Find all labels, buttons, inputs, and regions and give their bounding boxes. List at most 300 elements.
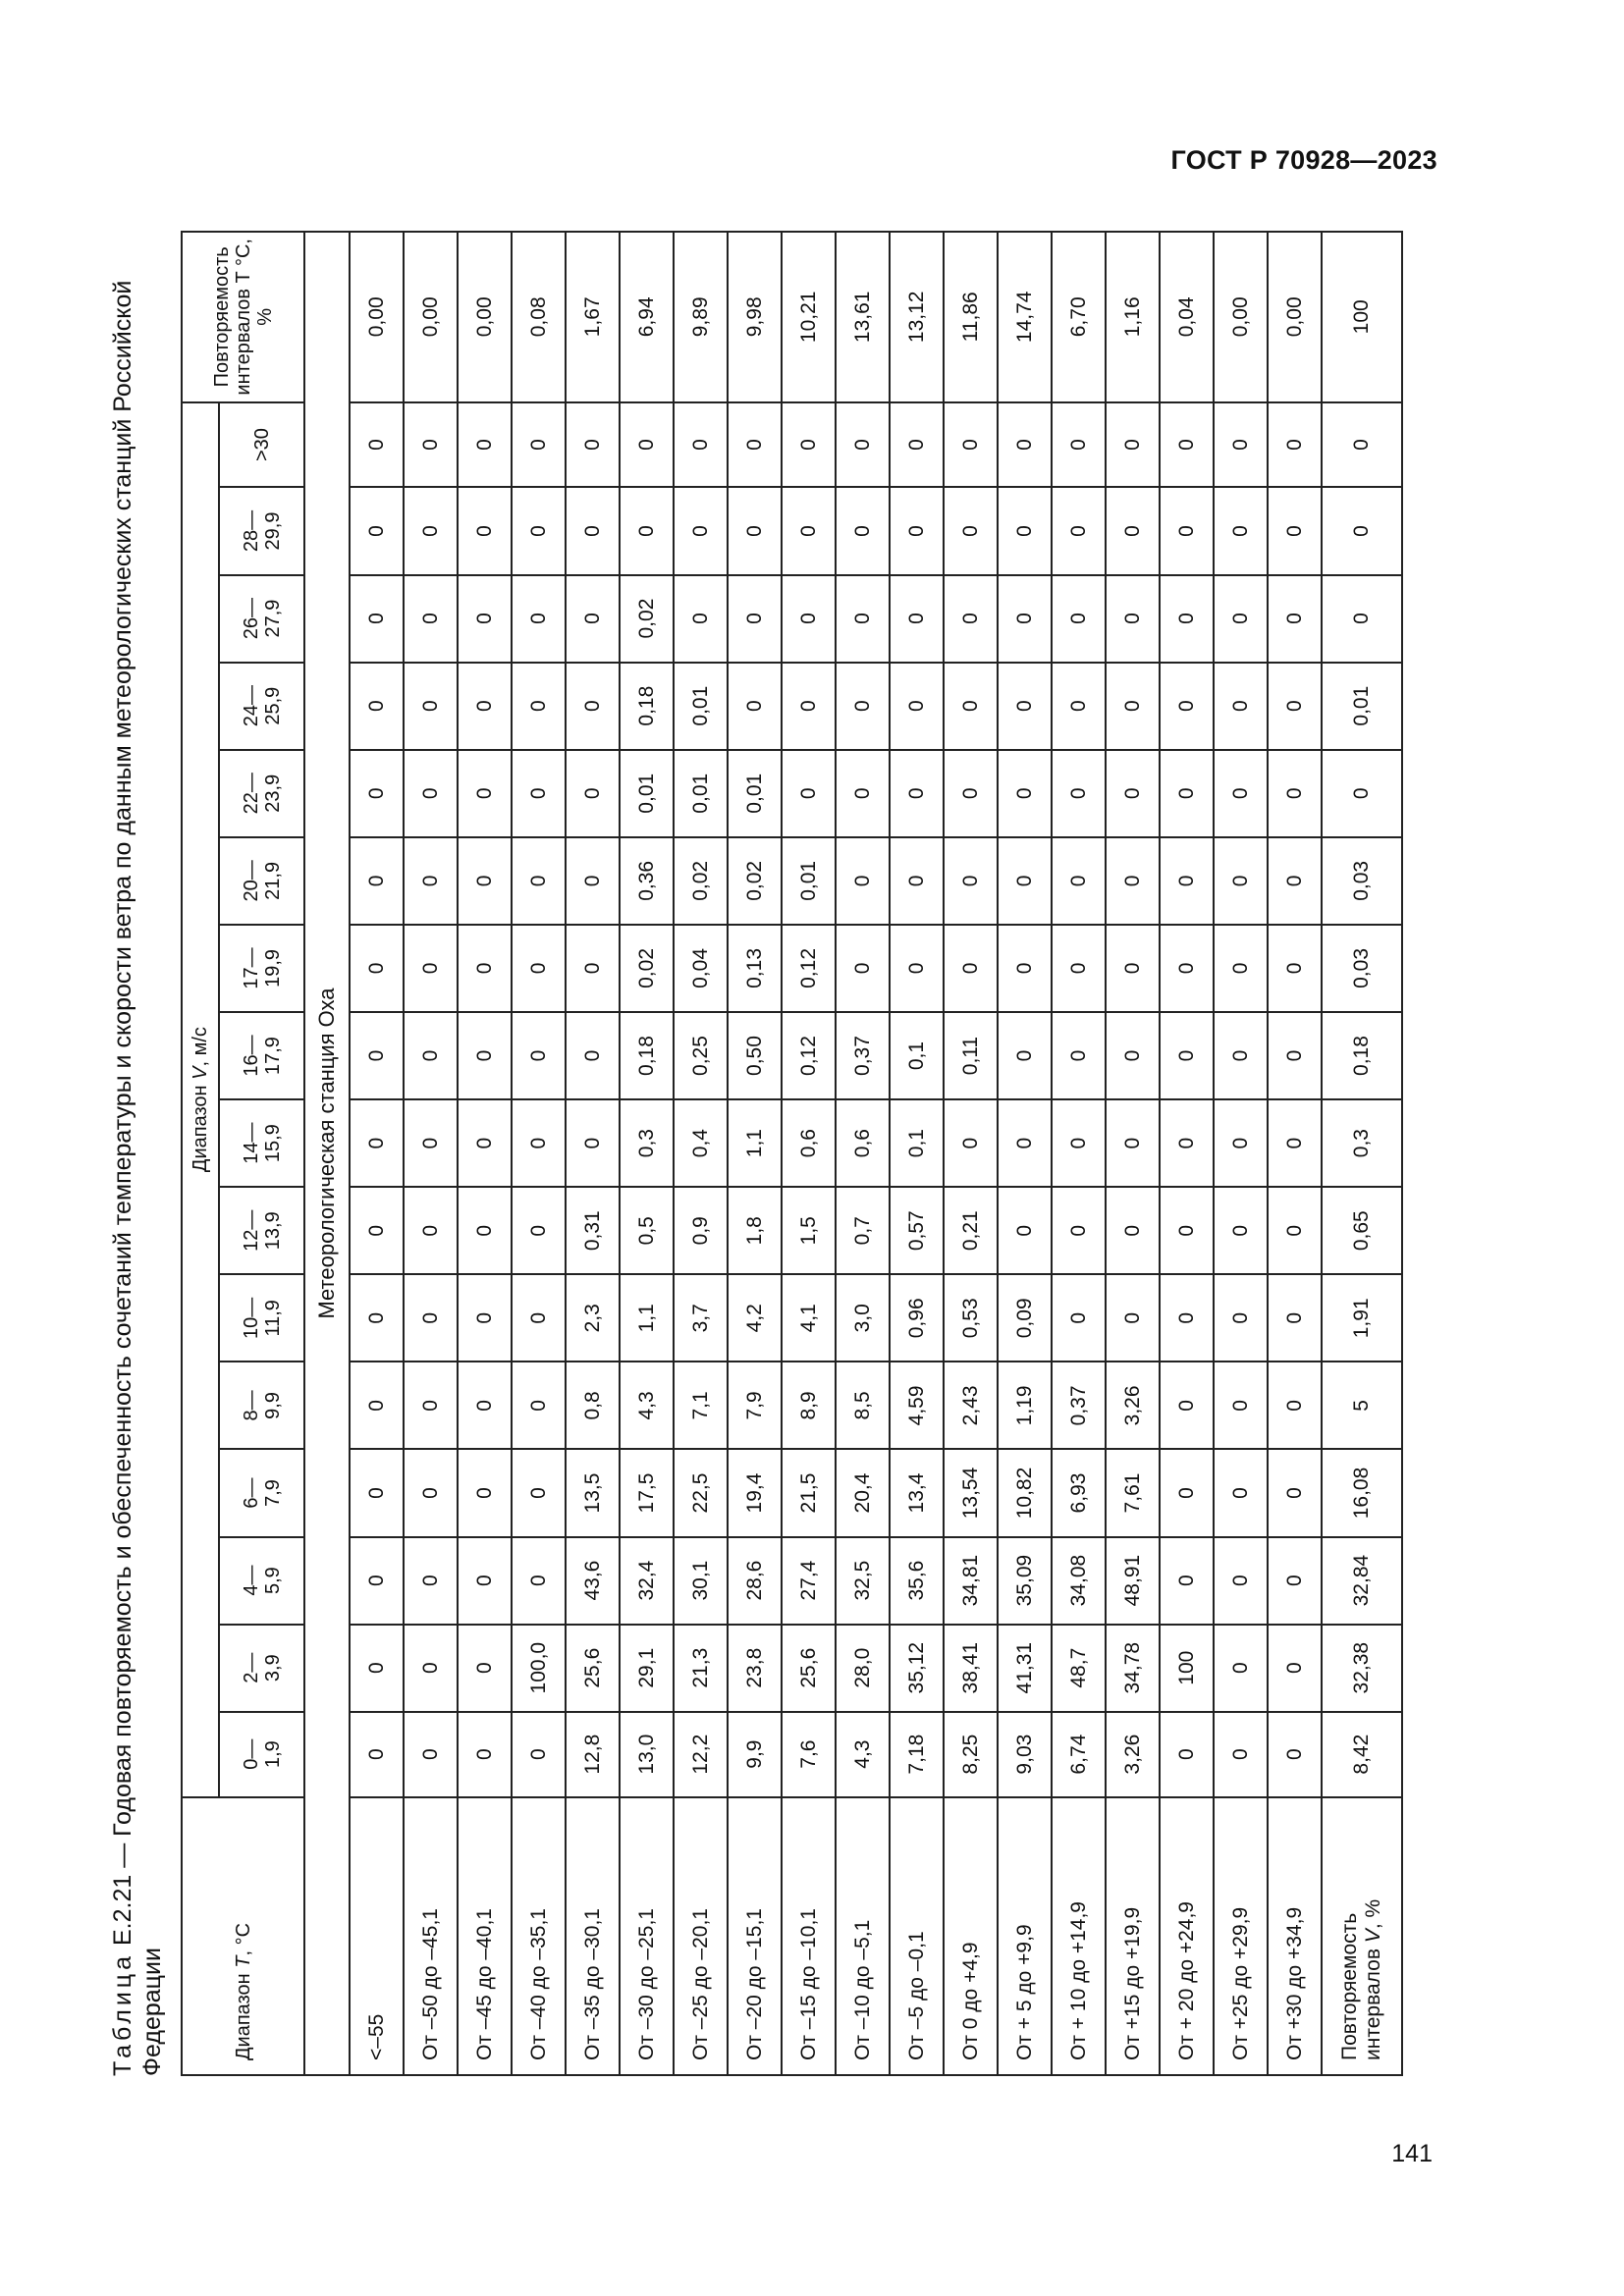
value-cell: 0 (1160, 1449, 1214, 1536)
value-cell: 0 (404, 575, 458, 663)
value-cell: 34,81 (944, 1537, 998, 1625)
value-cell: 0 (1268, 1187, 1322, 1274)
rotated-table-block (108, 231, 1404, 2076)
temperature-range-cell: От –10 до –5,1 (836, 1797, 890, 2075)
value-cell: 0 (350, 1712, 404, 1797)
value-cell: 13,5 (566, 1449, 620, 1536)
value-cell: 43,6 (566, 1537, 620, 1625)
wind-range-label: 0— 1,9 (240, 1738, 284, 1770)
value-cell: 0 (1052, 1099, 1106, 1187)
total-value-cell: 0,03 (1322, 925, 1402, 1012)
value-cell: 28,6 (728, 1537, 782, 1625)
value-cell: 7,6 (782, 1712, 836, 1797)
value-cell: 0,02 (674, 837, 728, 925)
value-cell: 29,1 (620, 1625, 674, 1712)
value-cell: 38,41 (944, 1625, 998, 1712)
value-cell: 0 (1160, 1712, 1214, 1797)
value-cell: 0 (566, 402, 620, 488)
value-cell: 0 (1268, 1712, 1322, 1797)
wind-range-header (219, 1274, 304, 1362)
value-cell: 0 (836, 487, 890, 574)
value-cell: 1,8 (728, 1187, 782, 1274)
value-cell: 0 (1268, 1449, 1322, 1536)
value-cell: 4,1 (782, 1274, 836, 1362)
value-cell: 0 (404, 1625, 458, 1712)
total-value-cell: 0,18 (1322, 1012, 1402, 1099)
value-cell: 0 (404, 1187, 458, 1274)
value-cell: 0 (404, 1274, 458, 1362)
value-cell: 7,18 (890, 1712, 944, 1797)
repeatability-cell: 0,00 (458, 232, 512, 402)
value-cell: 0 (1214, 1012, 1268, 1099)
value-cell: 6,93 (1052, 1449, 1106, 1536)
value-cell: 0 (1268, 663, 1322, 750)
value-cell: 0 (1214, 402, 1268, 488)
value-cell: 0 (1268, 1537, 1322, 1625)
table-row (674, 232, 728, 2075)
wind-range-header (219, 1187, 304, 1274)
header-wind-var: V (189, 1066, 211, 1080)
value-cell: 0 (1214, 1274, 1268, 1362)
value-cell: 10,82 (998, 1449, 1052, 1536)
header-wind-range (182, 402, 219, 1797)
value-cell: 0 (1214, 1712, 1268, 1797)
value-cell: 0 (728, 487, 782, 574)
value-cell: 0,25 (674, 1012, 728, 1099)
table-row (1268, 232, 1322, 2075)
value-cell: 0 (350, 663, 404, 750)
value-cell: 0 (1160, 1362, 1214, 1449)
value-cell: 0,7 (836, 1187, 890, 1274)
value-cell: 0 (512, 1187, 566, 1274)
value-cell: 0 (1106, 402, 1160, 488)
wind-range-header (219, 1362, 304, 1449)
value-cell: 0 (836, 663, 890, 750)
value-cell: 0 (1052, 925, 1106, 1012)
value-cell: 0 (350, 750, 404, 837)
value-cell: 0 (458, 1012, 512, 1099)
caption-text: — Годовая повторяемость и обеспеченность сочетаний температуры и скорости ветра по данным метеорологических станций Российской Федерации (109, 280, 166, 2076)
value-cell: 0,5 (620, 1187, 674, 1274)
value-cell: 0 (1052, 1274, 1106, 1362)
value-cell: 0 (1268, 487, 1322, 574)
wind-range-label: 22— 23,9 (240, 773, 284, 815)
value-cell: 1,1 (620, 1274, 674, 1362)
value-cell: 0 (890, 750, 944, 837)
value-cell: 100 (1160, 1625, 1214, 1712)
value-cell: 4,59 (890, 1362, 944, 1449)
value-cell: 0 (944, 750, 998, 837)
temperature-range-cell: <–55 (350, 1797, 404, 2075)
value-cell: 0 (404, 1012, 458, 1099)
value-cell: 35,12 (890, 1625, 944, 1712)
header-wind-suffix: , м/с (189, 1027, 211, 1067)
station-row (304, 232, 350, 2075)
value-cell: 0 (404, 402, 458, 488)
wind-range-header (219, 663, 304, 750)
value-cell: 0 (566, 837, 620, 925)
value-cell: 0 (782, 402, 836, 488)
value-cell: 0,18 (620, 663, 674, 750)
value-cell: 0 (782, 575, 836, 663)
value-cell: 0 (1268, 925, 1322, 1012)
value-cell: 0 (1214, 1187, 1268, 1274)
wind-range-label: 16— 17,9 (240, 1035, 284, 1077)
value-cell: 0 (566, 925, 620, 1012)
value-cell: 0 (1106, 1012, 1160, 1099)
repeatability-cell: 0,04 (1160, 232, 1214, 402)
value-cell: 0 (458, 663, 512, 750)
total-label-cell (1322, 1797, 1402, 2075)
value-cell: 0 (404, 1537, 458, 1625)
value-cell: 0 (458, 1187, 512, 1274)
value-cell: 0 (1214, 487, 1268, 574)
value-cell: 13,0 (620, 1712, 674, 1797)
value-cell: 0 (458, 1537, 512, 1625)
value-cell: 0 (944, 837, 998, 925)
value-cell: 0 (512, 750, 566, 837)
repeatability-cell: 9,89 (674, 232, 728, 402)
value-cell: 0 (1106, 575, 1160, 663)
value-cell: 0 (1214, 663, 1268, 750)
value-cell: 0 (1160, 925, 1214, 1012)
value-cell: 0 (404, 1099, 458, 1187)
value-cell: 0 (1160, 1187, 1214, 1274)
value-cell: 0 (620, 487, 674, 574)
table-row (1214, 232, 1268, 2075)
wind-range-label: 24— 25,9 (240, 685, 284, 727)
value-cell: 0,36 (620, 837, 674, 925)
value-cell: 0 (458, 1362, 512, 1449)
total-value-cell: 0 (1322, 750, 1402, 837)
value-cell: 0,1 (890, 1012, 944, 1099)
value-cell: 0 (458, 750, 512, 837)
repeatability-cell: 6,94 (620, 232, 674, 402)
value-cell: 23,8 (728, 1625, 782, 1712)
value-cell: 0 (458, 402, 512, 488)
table-row (458, 232, 512, 2075)
value-cell: 0 (458, 1274, 512, 1362)
table-row (1160, 232, 1214, 2075)
value-cell: 21,5 (782, 1449, 836, 1536)
value-cell: 0 (566, 575, 620, 663)
total-label-prefix: Повторяемость интервалов (1338, 1912, 1384, 2060)
value-cell: 0,01 (728, 750, 782, 837)
table-row (1052, 232, 1106, 2075)
header-temp-prefix: Диапазон (232, 1967, 254, 2060)
value-cell: 0 (1052, 1187, 1106, 1274)
value-cell: 0,3 (620, 1099, 674, 1187)
wind-range-label: 2— 3,9 (240, 1652, 284, 1683)
caption-number: Е.2.21 (109, 1874, 136, 1947)
total-value-cell: 0 (1322, 575, 1402, 663)
table-row (998, 232, 1052, 2075)
value-cell: 0 (350, 925, 404, 1012)
value-cell: 0 (458, 925, 512, 1012)
value-cell: 0 (728, 575, 782, 663)
value-cell: 0 (458, 837, 512, 925)
value-cell: 20,4 (836, 1449, 890, 1536)
total-value-cell: 5 (1322, 1362, 1402, 1449)
value-cell: 0 (728, 663, 782, 750)
value-cell: 0 (836, 575, 890, 663)
value-cell: 0,01 (782, 837, 836, 925)
value-cell: 100,0 (512, 1625, 566, 1712)
temperature-range-cell: От –50 до –45,1 (404, 1797, 458, 2075)
value-cell: 7,9 (728, 1362, 782, 1449)
value-cell: 0 (512, 575, 566, 663)
value-cell: 0 (512, 925, 566, 1012)
value-cell: 0,12 (782, 1012, 836, 1099)
value-cell: 19,4 (728, 1449, 782, 1536)
table-row (566, 232, 620, 2075)
value-cell: 0,57 (890, 1187, 944, 1274)
wind-range-header (219, 750, 304, 837)
value-cell: 0 (1052, 575, 1106, 663)
wind-range-header (219, 487, 304, 574)
value-cell: 0 (944, 925, 998, 1012)
value-cell: 0 (998, 487, 1052, 574)
value-cell: 0 (1106, 487, 1160, 574)
value-cell: 0 (458, 1099, 512, 1187)
table-row (620, 232, 674, 2075)
wind-range-label: 12— 13,9 (240, 1209, 284, 1252)
value-cell: 7,1 (674, 1362, 728, 1449)
value-cell: 0 (998, 1012, 1052, 1099)
value-cell: 0 (674, 487, 728, 574)
value-cell: 0 (566, 663, 620, 750)
value-cell: 0 (1160, 1274, 1214, 1362)
value-cell: 0 (1268, 575, 1322, 663)
value-cell: 0 (1106, 1274, 1160, 1362)
temperature-range-cell: От –40 до –35,1 (512, 1797, 566, 2075)
value-cell: 0,4 (674, 1099, 728, 1187)
value-cell: 4,3 (836, 1712, 890, 1797)
value-cell: 0 (782, 750, 836, 837)
total-label-var: V (1362, 1929, 1384, 1944)
wind-range-label: 17— 19,9 (240, 947, 284, 989)
value-cell: 0 (1214, 1537, 1268, 1625)
value-cell: 0 (1052, 837, 1106, 925)
value-cell: 30,1 (674, 1537, 728, 1625)
total-value-cell: 32,38 (1322, 1625, 1402, 1712)
value-cell: 1,19 (998, 1362, 1052, 1449)
value-cell: 0 (1052, 750, 1106, 837)
temperature-range-cell: От –35 до –30,1 (566, 1797, 620, 2075)
table-row (836, 232, 890, 2075)
value-cell: 0,02 (620, 925, 674, 1012)
value-cell: 0 (890, 487, 944, 574)
value-cell: 0 (1106, 663, 1160, 750)
total-value-cell: 0 (1322, 402, 1402, 488)
page-number: 141 (1391, 2140, 1433, 2167)
value-cell: 0 (1106, 1099, 1160, 1187)
value-cell: 12,2 (674, 1712, 728, 1797)
wind-range-header (219, 1012, 304, 1099)
value-cell: 0 (1160, 750, 1214, 837)
value-cell: 0 (1268, 1625, 1322, 1712)
repeatability-cell: 14,74 (998, 232, 1052, 402)
value-cell: 0 (1268, 1274, 1322, 1362)
value-cell: 3,26 (1106, 1362, 1160, 1449)
total-value-cell: 32,84 (1322, 1537, 1402, 1625)
value-cell: 0,01 (620, 750, 674, 837)
value-cell: 8,25 (944, 1712, 998, 1797)
value-cell: 0 (782, 487, 836, 574)
value-cell: 0 (1214, 1099, 1268, 1187)
value-cell: 0 (1268, 837, 1322, 925)
value-cell: 0 (404, 837, 458, 925)
header-wind-prefix: Диапазон (189, 1079, 211, 1173)
value-cell: 25,6 (782, 1625, 836, 1712)
value-cell: 0,8 (566, 1362, 620, 1449)
value-cell: 0 (836, 925, 890, 1012)
value-cell: 13,4 (890, 1449, 944, 1536)
wind-range-label: >30 (250, 428, 273, 461)
value-cell: 0 (350, 487, 404, 574)
value-cell: 0 (890, 402, 944, 488)
temperature-range-cell: От –15 до –10,1 (782, 1797, 836, 2075)
header-row (182, 232, 219, 2075)
total-value-cell: 0 (1322, 487, 1402, 574)
document-code: ГОСТ Р 70928—2023 (1170, 145, 1437, 175)
value-cell: 0 (836, 837, 890, 925)
value-cell: 0 (1268, 402, 1322, 488)
repeatability-cell: 13,12 (890, 232, 944, 402)
value-cell: 0 (512, 402, 566, 488)
value-cell: 0,01 (674, 750, 728, 837)
repeatability-cell: 0,00 (350, 232, 404, 402)
value-cell: 9,9 (728, 1712, 782, 1797)
total-repeatability-cell: 100 (1322, 232, 1402, 402)
header-temperature-range (182, 1797, 304, 2075)
repeatability-cell: 0,00 (1268, 232, 1322, 402)
value-cell: 0 (890, 925, 944, 1012)
temperature-range-cell: От –25 до –20,1 (674, 1797, 728, 2075)
value-cell: 0 (944, 663, 998, 750)
value-cell: 0 (1214, 1362, 1268, 1449)
total-value-cell: 0,3 (1322, 1099, 1402, 1187)
wind-range-header (219, 1625, 304, 1712)
data-table (181, 231, 1403, 2076)
temperature-range-cell: От –5 до –0,1 (890, 1797, 944, 2075)
caption-label: Таблица (109, 1951, 136, 2076)
value-cell: 27,4 (782, 1537, 836, 1625)
value-cell: 0,02 (728, 837, 782, 925)
value-cell: 0,37 (836, 1012, 890, 1099)
value-cell: 0,31 (566, 1187, 620, 1274)
repeatability-cell: 11,86 (944, 232, 998, 402)
value-cell: 0 (1160, 1099, 1214, 1187)
value-cell: 0 (1214, 837, 1268, 925)
value-cell: 3,0 (836, 1274, 890, 1362)
value-cell: 0 (890, 663, 944, 750)
value-cell: 0 (512, 663, 566, 750)
value-cell: 0 (1268, 1099, 1322, 1187)
value-cell: 28,0 (836, 1625, 890, 1712)
value-cell: 3,26 (1106, 1712, 1160, 1797)
value-cell: 0 (998, 750, 1052, 837)
value-cell: 6,74 (1052, 1712, 1106, 1797)
temperature-range-cell: От +25 до +29,9 (1214, 1797, 1268, 2075)
value-cell: 0 (1106, 925, 1160, 1012)
value-cell: 34,08 (1052, 1537, 1106, 1625)
repeatability-cell: 10,21 (782, 232, 836, 402)
value-cell: 13,54 (944, 1449, 998, 1536)
value-cell: 0 (566, 1012, 620, 1099)
value-cell: 0 (944, 487, 998, 574)
temperature-range-cell: От –20 до –15,1 (728, 1797, 782, 2075)
value-cell: 0,21 (944, 1187, 998, 1274)
value-cell: 0,1 (890, 1099, 944, 1187)
total-label-suffix: , % (1362, 1898, 1384, 1930)
value-cell: 0 (782, 663, 836, 750)
table-caption (108, 231, 167, 2076)
value-cell: 0 (404, 663, 458, 750)
total-value-cell: 16,08 (1322, 1449, 1402, 1536)
station-name: Метеорологическая станция Оха (304, 232, 350, 2075)
value-cell: 0 (1052, 402, 1106, 488)
value-cell: 0 (944, 1099, 998, 1187)
table-row (782, 232, 836, 2075)
value-cell: 0 (350, 1362, 404, 1449)
value-cell: 34,78 (1106, 1625, 1160, 1712)
value-cell: 0 (1106, 750, 1160, 837)
value-cell: 0,6 (782, 1099, 836, 1187)
wind-range-header (219, 837, 304, 925)
value-cell: 0,53 (944, 1274, 998, 1362)
wind-range-header (219, 1449, 304, 1536)
value-cell: 0 (350, 1187, 404, 1274)
wind-range-label: 10— 11,9 (240, 1297, 284, 1339)
wind-range-label: 26— 27,9 (240, 597, 284, 640)
value-cell: 0 (1106, 1187, 1160, 1274)
value-cell: 0,50 (728, 1012, 782, 1099)
value-cell: 0 (836, 402, 890, 488)
value-cell: 0 (1160, 837, 1214, 925)
value-cell: 0 (836, 750, 890, 837)
wind-range-label: 14— 15,9 (240, 1122, 284, 1164)
value-cell: 0 (404, 750, 458, 837)
wind-range-header (219, 1099, 304, 1187)
value-cell: 0 (674, 575, 728, 663)
value-cell: 0,6 (836, 1099, 890, 1187)
wind-range-label: 28— 29,9 (240, 509, 284, 553)
value-cell: 0 (350, 1449, 404, 1536)
table-row (1106, 232, 1160, 2075)
temperature-range-cell: От + 20 до +24,9 (1160, 1797, 1214, 2075)
wind-range-label: 20— 21,9 (240, 860, 284, 902)
temperature-range-cell: От + 10 до +14,9 (1052, 1797, 1106, 2075)
total-value-cell: 1,91 (1322, 1274, 1402, 1362)
value-cell: 0 (998, 837, 1052, 925)
value-cell: 0 (944, 575, 998, 663)
value-cell: 2,43 (944, 1362, 998, 1449)
value-cell: 9,03 (998, 1712, 1052, 1797)
value-cell: 21,3 (674, 1625, 728, 1712)
temperature-range-cell: От 0 до +4,9 (944, 1797, 998, 2075)
repeatability-cell: 13,61 (836, 232, 890, 402)
value-cell: 0 (404, 1362, 458, 1449)
value-cell: 0 (458, 1625, 512, 1712)
value-cell: 0 (1160, 1012, 1214, 1099)
repeatability-cell: 6,70 (1052, 232, 1106, 402)
value-cell: 0 (1214, 750, 1268, 837)
value-cell: 0 (458, 1449, 512, 1536)
value-cell: 0 (998, 402, 1052, 488)
value-cell: 48,7 (1052, 1625, 1106, 1712)
value-cell: 0 (998, 925, 1052, 1012)
